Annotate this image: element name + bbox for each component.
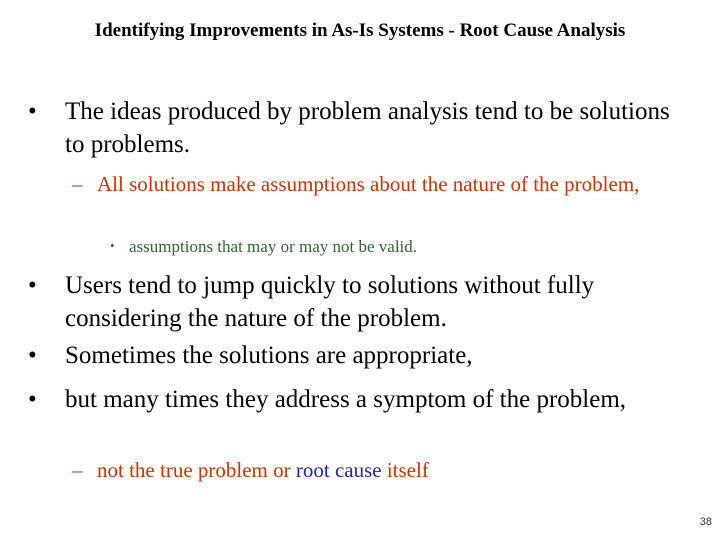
- root-word: root: [295, 458, 330, 482]
- dash-marker: –: [72, 458, 83, 482]
- bullet-2-text: Users tend to jump quickly to solutions without fully considering the nature of the problem.: [65, 272, 595, 332]
- dash-marker: –: [72, 172, 83, 196]
- bullet-marker: •: [28, 272, 37, 299]
- sub-bullet-4-text: [97, 456, 682, 484]
- sub-bullet-1: [72, 170, 682, 198]
- sub-bullet-4-text-d: itself: [381, 458, 429, 482]
- sub-bullet-1-text: All solutions make assumptions about the nature of the problem,: [97, 172, 640, 196]
- slide-title: Identifying Improvements in As-Is Systems - Root Cause Analysis: [94, 20, 626, 41]
- bullet-4: [28, 383, 688, 416]
- bullet-4-text: but many times they address a symptom of the problem,: [65, 386, 627, 413]
- bullet-marker: •: [28, 342, 37, 369]
- bullet-3-text: Sometimes the solutions are appropriate,: [65, 342, 473, 369]
- sub-bullet-4: [72, 456, 682, 484]
- cause-word: cause: [329, 458, 382, 482]
- bullet-2: [28, 269, 688, 335]
- bullet-1-text: The ideas produced by problem analysis tend to be solutions to problems.: [65, 98, 670, 158]
- sub-sub-bullet-1-text: assumptions that may or may not be valid.: [129, 237, 418, 256]
- bullet-1: [28, 95, 688, 161]
- bullet-marker: •: [28, 386, 37, 413]
- small-bullet-marker: •: [110, 238, 115, 253]
- bullet-marker: •: [28, 98, 37, 125]
- sub-bullet-4-text-a: not the true problem or: [97, 458, 296, 482]
- sub-sub-bullet-1: [110, 236, 670, 258]
- page-number: 38: [699, 516, 712, 528]
- bullet-3: [28, 339, 688, 372]
